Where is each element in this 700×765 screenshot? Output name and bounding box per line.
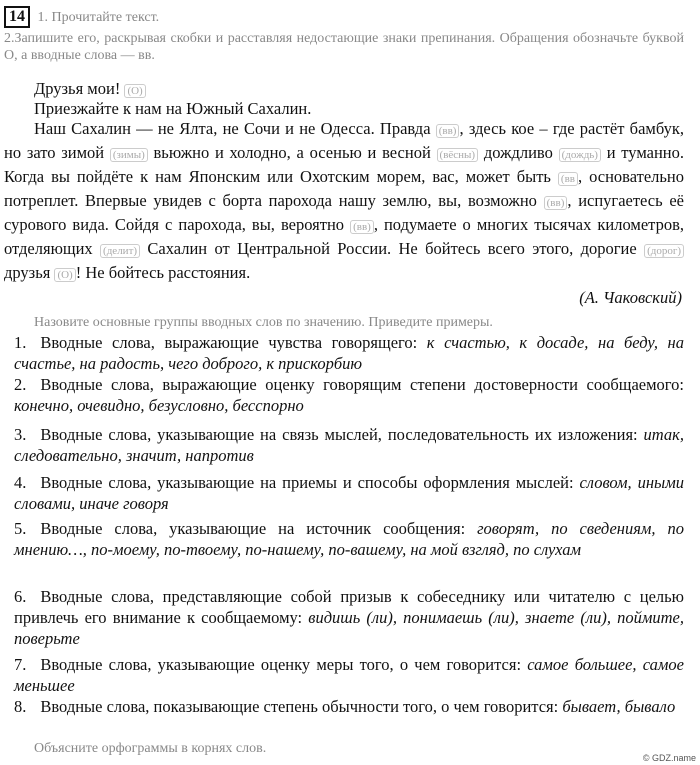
body-segment: вьюжно и холодно, а осенью и весной (147, 143, 437, 162)
answer-number: 8. (14, 697, 27, 716)
body-segment: , испугаетесь её сурового вида. Сойдя с парохода, вы, вероятно (4, 191, 685, 234)
annotation-mark: (вв) (544, 196, 568, 210)
annotation-mark: (вв) (350, 220, 374, 234)
answer-text: Вводные слова, указывающие на связь мыслей, последовательность их изложения: (40, 425, 644, 444)
body-segment: , основательно потреплет. Впервые увидев с борта парохода нашу землю, вы, возможно (4, 167, 684, 210)
task-1: 1. Прочитайте текст. (37, 10, 160, 25)
answer-examples: конечно, очевидно, безусловно, бесспорно (14, 396, 304, 415)
answer-item (14, 374, 684, 416)
answer-text: Вводные слова, показывающие степень обычности того, о чем говорится: (40, 697, 563, 716)
answer-text: Вводные слова, выражающие оценку говорящим степени достоверности сообщаемого: (40, 375, 684, 394)
answer-examples: видишь (ли), понимаешь (ли), знаете (ли), поймите, поверьте (14, 608, 684, 648)
body-segment: дождливо (478, 143, 559, 162)
answer-number: 1. (14, 333, 27, 352)
body-text (4, 118, 684, 286)
greeting-mark: (О) (124, 84, 145, 98)
answer-item (14, 586, 684, 649)
answer-item (14, 332, 684, 374)
answer-number: 2. (14, 375, 27, 394)
annotation-mark: (вёсны) (437, 148, 479, 162)
answer-examples: бывает, бывало (562, 697, 676, 716)
answer-examples: словом, иными словами, иначе говоря (14, 473, 684, 513)
body-segment: и туманно. Когда вы пойдёте к нам Японским или Охотским морем, вас, может быть (4, 143, 685, 186)
answer-item (14, 654, 684, 696)
annotation-mark: (дождь) (559, 148, 601, 162)
body-segment: , подумаете о многих тысячах километров, отделяющих (4, 215, 684, 258)
invite: Приезжайте к нам на Южный Сахалин. (34, 99, 312, 118)
body-segment: Сахалин от Центральной России. Не бойтесь всего этого, дорогие (140, 239, 645, 258)
question: Назовите основные группы вводных слов по значению. Приведите примеры. (34, 315, 493, 330)
body-segment: , здесь кое – где растёт бамбук, но зато зимой (4, 119, 684, 162)
answer-item (14, 518, 684, 560)
answer-number: 7. (14, 655, 27, 674)
body-segment: Наш Сахалин — не Ялта, не Сочи и не Одесса. Правда (34, 119, 436, 138)
annotation-mark: (делит) (100, 244, 140, 258)
answer-text: Вводные слова, указывающие на приемы и способы оформления мыслей: (40, 473, 580, 492)
answer-examples: к счастью, к досаде, на беду, на счастье, на радость, чего доброго, к прискорбию (14, 333, 684, 373)
answer-examples: самое большее, самое меньшее (14, 655, 684, 695)
answer-item (14, 696, 684, 717)
exercise-header (4, 6, 684, 28)
exercise-number: 14 (4, 6, 30, 28)
task-2: 2.Запишите его, раскрывая скобки и расставляя недостающие знаки препинания. Обращения обозначьте буквой О, а вводные слова — вв. (4, 31, 684, 63)
footer-task: Объясните орфограммы в корнях слов. (34, 741, 267, 756)
greeting: Друзья мои! (34, 79, 121, 98)
annotation-mark: (дорог) (644, 244, 684, 258)
answer-number: 4. (14, 473, 27, 492)
body-segment: друзья (4, 263, 55, 282)
answer-text: Вводные слова, представляющие собой призыв к собеседнику или читателю с целью привлечь его внимание к сообщаемому: (14, 587, 684, 627)
answer-item (14, 424, 684, 466)
body-segment: ! Не бойтесь расстояния. (75, 263, 251, 282)
answer-text: Вводные слова, выражающие чувства говорящего: (40, 333, 427, 352)
annotation-mark: (вв (558, 172, 578, 186)
answer-text: Вводные слова, указывающие на источник сообщения: (40, 519, 478, 538)
answer-examples: говорят, по сведениям, по мнению…, по-моему, по-твоему, по-нашему, по-вашему, на мой взгляд, по слухам (14, 519, 684, 559)
answer-item (14, 472, 684, 514)
watermark: © GDZ.name (642, 753, 696, 763)
answer-number: 5. (14, 519, 27, 538)
answer-number: 3. (14, 425, 27, 444)
answer-number: 6. (14, 587, 27, 606)
answer-examples: итак, следовательно, значит, напротив (14, 425, 684, 465)
annotation-mark: (зимы) (110, 148, 148, 162)
annotation-mark: (вв) (436, 124, 460, 138)
author: (А. Чаковский) (579, 288, 682, 307)
annotation-mark: (О) (54, 268, 75, 282)
answer-text: Вводные слова, указывающие оценку меры того, о чем говорится: (40, 655, 528, 674)
